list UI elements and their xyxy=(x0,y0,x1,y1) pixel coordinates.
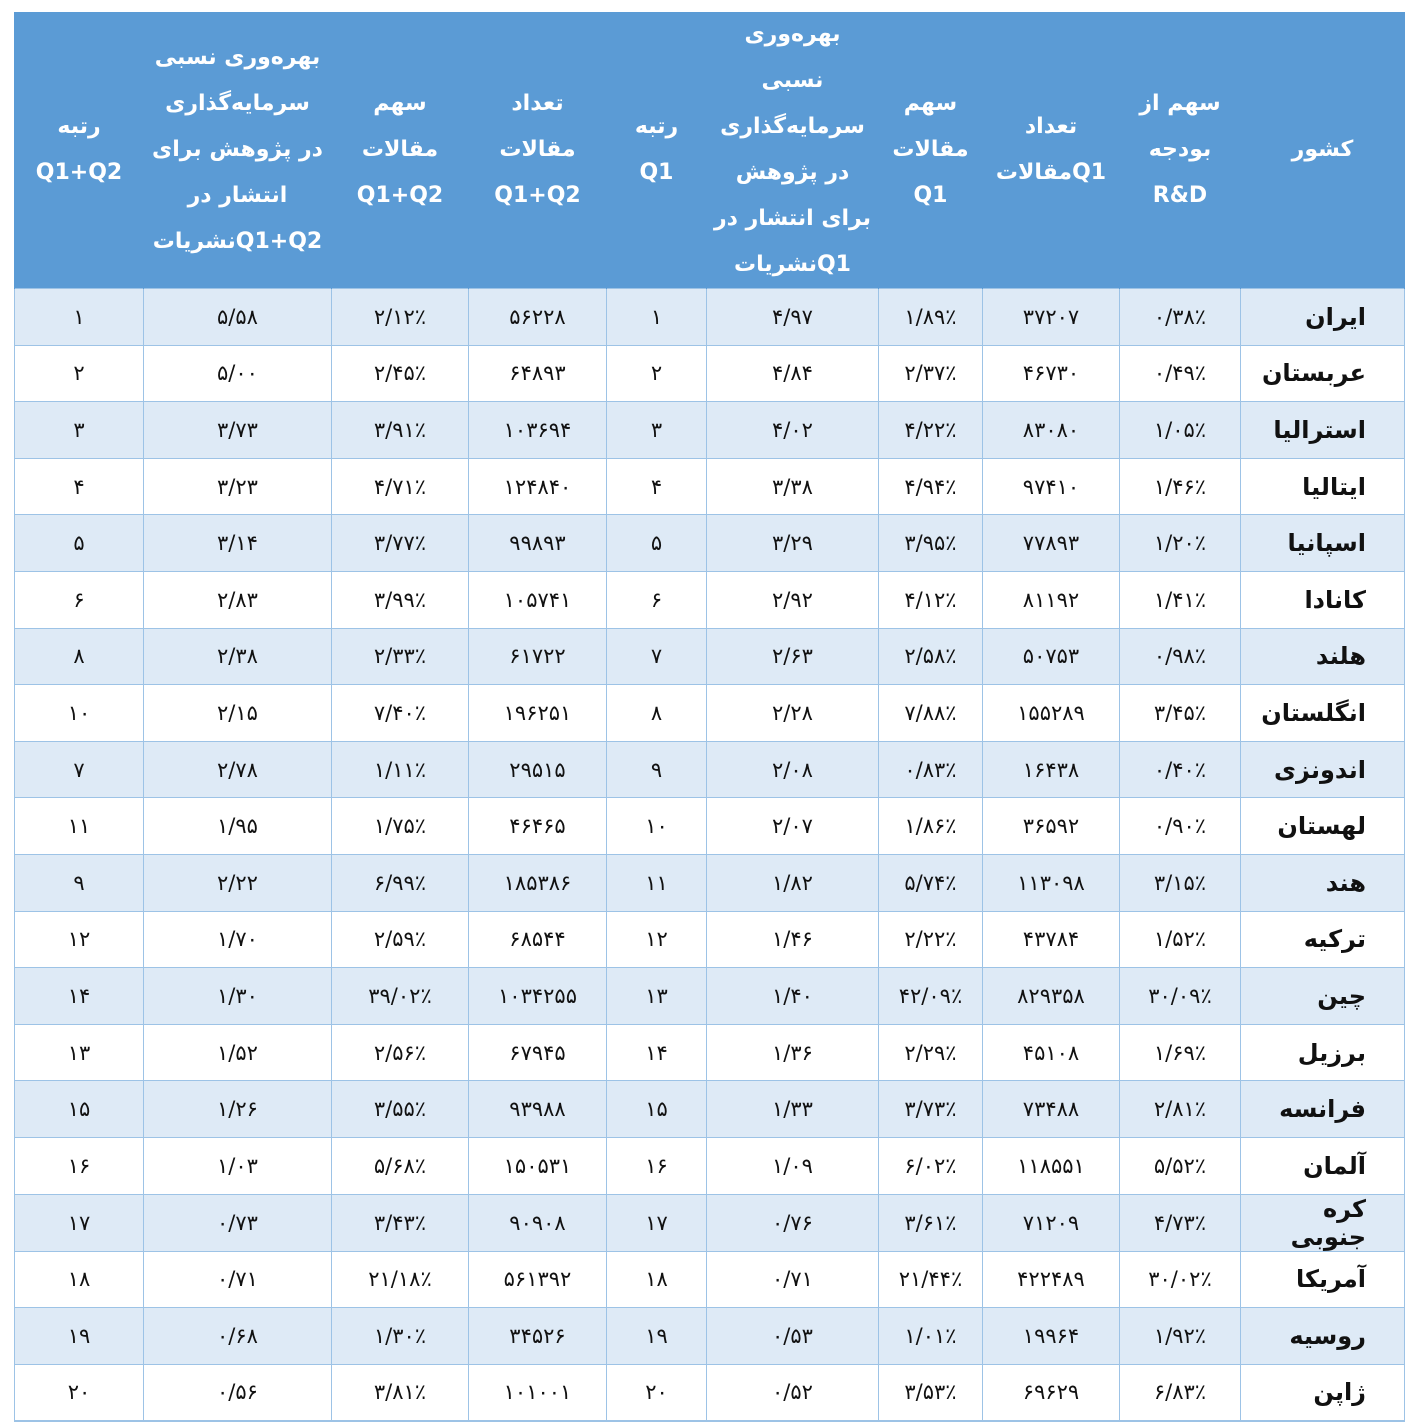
cell-country: چین xyxy=(1241,968,1405,1025)
cell-q12-productivity: ۰/۷۱ xyxy=(144,1251,332,1308)
cell-q12-productivity: ۲/۸۳ xyxy=(144,571,332,628)
cell-q12-share: ۳/۴۳٪ xyxy=(332,1194,469,1251)
cell-q1-productivity: ۰/۷۶ xyxy=(707,1194,879,1251)
cell-budget-share: ۵/۵۲٪ xyxy=(1120,1137,1241,1194)
cell-q12-share: ۲/۳۳٪ xyxy=(332,628,469,685)
cell-q1-rank: ۵ xyxy=(607,515,707,572)
table-row xyxy=(15,1308,1405,1365)
cell-q1-count: ۱۹۹۶۴ xyxy=(983,1308,1120,1365)
cell-q12-share: ۱/۳۰٪ xyxy=(332,1308,469,1365)
cell-q1-productivity: ۱/۸۲ xyxy=(707,854,879,911)
cell-country: ایران xyxy=(1241,289,1405,346)
cell-q12-share: ۵/۶۸٪ xyxy=(332,1137,469,1194)
cell-q1-productivity: ۲/۶۳ xyxy=(707,628,879,685)
cell-budget-share: ۴/۷۳٪ xyxy=(1120,1194,1241,1251)
cell-q12-count: ۵۶۲۲۸ xyxy=(469,289,607,346)
cell-q12-share: ۳/۹۱٪ xyxy=(332,402,469,459)
cell-country: هند xyxy=(1241,854,1405,911)
cell-q1-productivity: ۰/۵۲ xyxy=(707,1364,879,1421)
column-header-line: Q1+Q2 xyxy=(494,183,581,208)
cell-q1-count: ۹۷۴۱۰ xyxy=(983,458,1120,515)
cell-q12-rank: ۷ xyxy=(15,741,144,798)
cell-q1-rank: ۱۳ xyxy=(607,968,707,1025)
column-header-line: انتشار در xyxy=(187,183,288,208)
cell-country: برزیل xyxy=(1241,1024,1405,1081)
cell-budget-share: ۰/۹۰٪ xyxy=(1120,798,1241,855)
cell-q12-productivity: ۲/۱۵ xyxy=(144,685,332,742)
column-header-line: سهم xyxy=(373,91,427,116)
cell-q12-share: ۶/۹۹٪ xyxy=(332,854,469,911)
cell-q12-productivity: ۰/۶۸ xyxy=(144,1308,332,1365)
table-row xyxy=(15,1081,1405,1138)
country-research-table xyxy=(14,12,1405,1422)
column-header-line: مقالات xyxy=(361,137,439,162)
cell-country: هلند xyxy=(1241,628,1405,685)
cell-q12-share: ۳/۹۹٪ xyxy=(332,571,469,628)
cell-country: لهستان xyxy=(1241,798,1405,855)
cell-country: آمریکا xyxy=(1241,1251,1405,1308)
cell-q1-productivity: ۱/۴۶ xyxy=(707,911,879,968)
cell-q12-productivity: ۵/۰۰ xyxy=(144,345,332,402)
column-header-line: Q1 xyxy=(639,160,674,185)
cell-q12-rank: ۱۷ xyxy=(15,1194,144,1251)
cell-q12-rank: ۳ xyxy=(15,402,144,459)
cell-q12-productivity: ۲/۲۲ xyxy=(144,854,332,911)
cell-q12-share: ۷/۴۰٪ xyxy=(332,685,469,742)
cell-country: استرالیا xyxy=(1241,402,1405,459)
cell-q12-rank: ۱۳ xyxy=(15,1024,144,1081)
table-row xyxy=(15,1251,1405,1308)
cell-q1-share: ۲/۲۲٪ xyxy=(879,911,983,968)
cell-budget-share: ۱/۵۲٪ xyxy=(1120,911,1241,968)
cell-budget-share: ۳۰/۰۲٪ xyxy=(1120,1251,1241,1308)
cell-q12-count: ۶۷۹۴۵ xyxy=(469,1024,607,1081)
cell-q12-share: ۱/۷۵٪ xyxy=(332,798,469,855)
cell-q1-rank: ۱۰ xyxy=(607,798,707,855)
column-header-line: بودجه xyxy=(1148,137,1212,162)
cell-q12-count: ۱۲۴۸۴۰ xyxy=(469,458,607,515)
cell-country: انگلستان xyxy=(1241,685,1405,742)
cell-q1-share: ۷/۸۸٪ xyxy=(879,685,983,742)
column-header-line: تعداد xyxy=(511,91,564,116)
cell-budget-share: ۱/۹۲٪ xyxy=(1120,1308,1241,1365)
cell-q1-rank: ۱۲ xyxy=(607,911,707,968)
cell-budget-share: ۲/۸۱٪ xyxy=(1120,1081,1241,1138)
cell-q1-count: ۵۰۷۵۳ xyxy=(983,628,1120,685)
cell-q1-count: ۴۲۲۴۸۹ xyxy=(983,1251,1120,1308)
cell-q1-rank: ۱۹ xyxy=(607,1308,707,1365)
cell-q12-productivity: ۲/۳۸ xyxy=(144,628,332,685)
cell-q1-share: ۴/۹۴٪ xyxy=(879,458,983,515)
cell-budget-share: ۱/۲۰٪ xyxy=(1120,515,1241,572)
cell-budget-share: ۱/۶۹٪ xyxy=(1120,1024,1241,1081)
cell-country: آلمان xyxy=(1241,1137,1405,1194)
cell-q12-rank: ۲ xyxy=(15,345,144,402)
cell-q1-count: ۱۱۸۵۵۱ xyxy=(983,1137,1120,1194)
table-header xyxy=(15,12,1405,289)
cell-q12-rank: ۸ xyxy=(15,628,144,685)
cell-q1-count: ۸۳۰۸۰ xyxy=(983,402,1120,459)
cell-q12-rank: ۴ xyxy=(15,458,144,515)
cell-q1-count: ۱۶۴۳۸ xyxy=(983,741,1120,798)
column-header-line: سرمایه‌گذاری xyxy=(165,91,310,116)
cell-q1-rank: ۱۱ xyxy=(607,854,707,911)
cell-country: کانادا xyxy=(1241,571,1405,628)
cell-q12-share: ۲۱/۱۸٪ xyxy=(332,1251,469,1308)
column-header-q12-rank xyxy=(15,12,144,289)
table-row xyxy=(15,628,1405,685)
column-header-q1-share xyxy=(879,12,983,289)
cell-q1-share: ۲/۳۷٪ xyxy=(879,345,983,402)
cell-country: ژاپن xyxy=(1241,1364,1405,1421)
cell-budget-share: ۱/۰۵٪ xyxy=(1120,402,1241,459)
cell-q1-productivity: ۱/۳۳ xyxy=(707,1081,879,1138)
table-row xyxy=(15,911,1405,968)
cell-q12-rank: ۱۰ xyxy=(15,685,144,742)
column-header-q1-productivity xyxy=(707,12,879,289)
cell-budget-share: ۶/۸۳٪ xyxy=(1120,1364,1241,1421)
cell-q1-productivity: ۴/۰۲ xyxy=(707,402,879,459)
column-header-line: برای انتشار در xyxy=(713,206,872,231)
cell-q12-count: ۳۴۵۲۶ xyxy=(469,1308,607,1365)
cell-q12-share: ۳/۵۵٪ xyxy=(332,1081,469,1138)
cell-q1-share: ۴/۱۲٪ xyxy=(879,571,983,628)
table-row xyxy=(15,968,1405,1025)
cell-country: کره جنوبی xyxy=(1241,1194,1405,1251)
cell-q1-share: ۴۲/۰۹٪ xyxy=(879,968,983,1025)
cell-q12-count: ۱۸۵۳۸۶ xyxy=(469,854,607,911)
cell-q1-count: ۴۵۱۰۸ xyxy=(983,1024,1120,1081)
cell-q12-rank: ۹ xyxy=(15,854,144,911)
column-header-line: در پژوهش xyxy=(735,160,850,185)
cell-q12-share: ۲/۵۶٪ xyxy=(332,1024,469,1081)
cell-q1-share: ۶/۰۲٪ xyxy=(879,1137,983,1194)
cell-q1-count: ۴۳۷۸۴ xyxy=(983,911,1120,968)
cell-budget-share: ۰/۹۸٪ xyxy=(1120,628,1241,685)
cell-q12-productivity: ۰/۷۳ xyxy=(144,1194,332,1251)
cell-q1-rank: ۱۷ xyxy=(607,1194,707,1251)
table-row xyxy=(15,289,1405,346)
cell-q1-rank: ۷ xyxy=(607,628,707,685)
cell-q1-productivity: ۲/۰۷ xyxy=(707,798,879,855)
cell-q1-share: ۲/۵۸٪ xyxy=(879,628,983,685)
column-header-line: کشور xyxy=(1291,137,1354,162)
cell-q1-rank: ۱ xyxy=(607,289,707,346)
column-header-line: Q1 xyxy=(913,183,948,208)
cell-q1-count: ۸۱۱۹۲ xyxy=(983,571,1120,628)
table-row xyxy=(15,685,1405,742)
cell-q12-rank: ۶ xyxy=(15,571,144,628)
table-row xyxy=(15,854,1405,911)
cell-q1-share: ۳/۶۱٪ xyxy=(879,1194,983,1251)
cell-q12-count: ۱۹۶۲۵۱ xyxy=(469,685,607,742)
column-header-line: مقالات xyxy=(499,137,576,162)
cell-q12-productivity: ۳/۷۳ xyxy=(144,402,332,459)
cell-budget-share: ۱/۴۶٪ xyxy=(1120,458,1241,515)
table-body xyxy=(15,289,1405,1422)
table-row xyxy=(15,458,1405,515)
column-header-line: Q1مقالات xyxy=(995,160,1107,185)
cell-budget-share: ۰/۴۰٪ xyxy=(1120,741,1241,798)
column-header-line: رتبه xyxy=(57,114,101,139)
cell-q12-rank: ۱۹ xyxy=(15,1308,144,1365)
table-row xyxy=(15,1194,1405,1251)
cell-q1-productivity: ۳/۲۹ xyxy=(707,515,879,572)
cell-q12-productivity: ۱/۰۳ xyxy=(144,1137,332,1194)
cell-country: ایتالیا xyxy=(1241,458,1405,515)
cell-q12-rank: ۲۰ xyxy=(15,1364,144,1421)
cell-q1-count: ۸۲۹۳۵۸ xyxy=(983,968,1120,1025)
cell-q12-rank: ۱۸ xyxy=(15,1251,144,1308)
column-header-line: تعداد xyxy=(1024,114,1078,139)
cell-q1-productivity: ۱/۴۰ xyxy=(707,968,879,1025)
cell-q1-count: ۱۱۳۰۹۸ xyxy=(983,854,1120,911)
column-header-line: Q1+Q2 xyxy=(356,183,444,208)
cell-q12-productivity: ۱/۲۶ xyxy=(144,1081,332,1138)
column-header-q1-count xyxy=(983,12,1120,289)
cell-q12-share: ۲/۱۲٪ xyxy=(332,289,469,346)
cell-q12-count: ۱۰۳۶۹۴ xyxy=(469,402,607,459)
cell-country: روسیه xyxy=(1241,1308,1405,1365)
cell-q12-rank: ۱۲ xyxy=(15,911,144,968)
cell-q1-productivity: ۲/۲۸ xyxy=(707,685,879,742)
cell-q12-count: ۱۰۳۴۲۵۵ xyxy=(469,968,607,1025)
cell-budget-share: ۳/۱۵٪ xyxy=(1120,854,1241,911)
cell-q1-count: ۷۷۸۹۳ xyxy=(983,515,1120,572)
cell-q12-productivity: ۱/۷۰ xyxy=(144,911,332,968)
cell-q1-share: ۲۱/۴۴٪ xyxy=(879,1251,983,1308)
cell-country: اسپانیا xyxy=(1241,515,1405,572)
cell-q1-count: ۶۹۶۲۹ xyxy=(983,1364,1120,1421)
cell-q1-count: ۴۶۷۳۰ xyxy=(983,345,1120,402)
cell-q1-share: ۳/۷۳٪ xyxy=(879,1081,983,1138)
cell-q12-rank: ۵ xyxy=(15,515,144,572)
cell-q12-share: ۳/۷۷٪ xyxy=(332,515,469,572)
cell-q1-rank: ۱۵ xyxy=(607,1081,707,1138)
cell-q1-share: ۳/۵۳٪ xyxy=(879,1364,983,1421)
cell-q12-share: ۳۹/۰۲٪ xyxy=(332,968,469,1025)
cell-country: اندونزی xyxy=(1241,741,1405,798)
cell-q12-rank: ۱۶ xyxy=(15,1137,144,1194)
cell-q1-productivity: ۰/۵۳ xyxy=(707,1308,879,1365)
table-row xyxy=(15,402,1405,459)
cell-q1-share: ۴/۲۲٪ xyxy=(879,402,983,459)
cell-q12-productivity: ۳/۱۴ xyxy=(144,515,332,572)
cell-q1-share: ۳/۹۵٪ xyxy=(879,515,983,572)
cell-q1-share: ۱/۸۶٪ xyxy=(879,798,983,855)
column-header-line: بهره‌وری نسبی xyxy=(154,45,321,70)
cell-country: عربستان xyxy=(1241,345,1405,402)
column-header-line: سهم xyxy=(903,91,958,116)
cell-q12-count: ۶۱۷۲۲ xyxy=(469,628,607,685)
cell-q12-rank: ۱۵ xyxy=(15,1081,144,1138)
column-header-q12-productivity xyxy=(144,12,332,289)
cell-budget-share: ۰/۴۹٪ xyxy=(1120,345,1241,402)
cell-q12-count: ۶۴۸۹۳ xyxy=(469,345,607,402)
cell-q1-rank: ۱۶ xyxy=(607,1137,707,1194)
cell-q1-productivity: ۲/۰۸ xyxy=(707,741,879,798)
cell-q1-rank: ۱۸ xyxy=(607,1251,707,1308)
table-row xyxy=(15,515,1405,572)
cell-q12-productivity: ۲/۷۸ xyxy=(144,741,332,798)
cell-q1-rank: ۲۰ xyxy=(607,1364,707,1421)
cell-q1-rank: ۴ xyxy=(607,458,707,515)
column-header-line: Q1نشریات xyxy=(734,252,851,277)
cell-q1-productivity: ۱/۳۶ xyxy=(707,1024,879,1081)
cell-q1-count: ۷۳۴۸۸ xyxy=(983,1081,1120,1138)
cell-q1-share: ۱/۰۱٪ xyxy=(879,1308,983,1365)
cell-budget-share: ۱/۴۱٪ xyxy=(1120,571,1241,628)
cell-q1-share: ۵/۷۴٪ xyxy=(879,854,983,911)
cell-q1-count: ۳۶۵۹۲ xyxy=(983,798,1120,855)
cell-q1-share: ۱/۸۹٪ xyxy=(879,289,983,346)
cell-q12-count: ۱۰۵۷۴۱ xyxy=(469,571,607,628)
cell-q12-count: ۹۰۹۰۸ xyxy=(469,1194,607,1251)
cell-budget-share: ۳/۴۵٪ xyxy=(1120,685,1241,742)
cell-country: فرانسه xyxy=(1241,1081,1405,1138)
cell-q12-count: ۴۶۴۶۵ xyxy=(469,798,607,855)
cell-q12-productivity: ۵/۵۸ xyxy=(144,289,332,346)
column-header-line: بهره‌وری نسبی xyxy=(744,22,841,93)
cell-q1-share: ۰/۸۳٪ xyxy=(879,741,983,798)
cell-q12-count: ۲۹۵۱۵ xyxy=(469,741,607,798)
cell-q12-rank: ۱ xyxy=(15,289,144,346)
cell-q1-count: ۱۵۵۲۸۹ xyxy=(983,685,1120,742)
cell-q12-productivity: ۰/۵۶ xyxy=(144,1364,332,1421)
cell-budget-share: ۳۰/۰۹٪ xyxy=(1120,968,1241,1025)
column-header-line: Q1+Q2 xyxy=(35,160,123,185)
cell-q12-count: ۱۰۱۰۰۱ xyxy=(469,1364,607,1421)
cell-q1-rank: ۱۴ xyxy=(607,1024,707,1081)
column-header-line: R&D xyxy=(1152,183,1208,208)
cell-q12-productivity: ۱/۵۲ xyxy=(144,1024,332,1081)
table-row xyxy=(15,1137,1405,1194)
cell-q1-productivity: ۱/۰۹ xyxy=(707,1137,879,1194)
table-row xyxy=(15,1024,1405,1081)
column-header-line: مقالات xyxy=(892,137,969,162)
cell-q1-productivity: ۴/۹۷ xyxy=(707,289,879,346)
column-header-line: در پژوهش برای xyxy=(152,137,323,162)
cell-q1-productivity: ۳/۳۸ xyxy=(707,458,879,515)
cell-q12-count: ۱۵۰۵۳۱ xyxy=(469,1137,607,1194)
cell-q12-count: ۶۸۵۴۴ xyxy=(469,911,607,968)
cell-q12-count: ۹۳۹۸۸ xyxy=(469,1081,607,1138)
cell-q12-rank: ۱۱ xyxy=(15,798,144,855)
cell-q12-share: ۳/۸۱٪ xyxy=(332,1364,469,1421)
cell-budget-share: ۰/۳۸٪ xyxy=(1120,289,1241,346)
cell-q1-productivity: ۲/۹۲ xyxy=(707,571,879,628)
cell-q12-count: ۹۹۸۹۳ xyxy=(469,515,607,572)
cell-q1-productivity: ۰/۷۱ xyxy=(707,1251,879,1308)
cell-country: ترکیه xyxy=(1241,911,1405,968)
column-header-line: رتبه xyxy=(634,114,679,139)
column-header-budget-share xyxy=(1120,12,1241,289)
column-header-line: سرمایه‌گذاری xyxy=(720,114,865,139)
cell-q12-share: ۲/۵۹٪ xyxy=(332,911,469,968)
column-header-country xyxy=(1241,12,1405,289)
table-row xyxy=(15,798,1405,855)
cell-q1-rank: ۸ xyxy=(607,685,707,742)
cell-q1-rank: ۲ xyxy=(607,345,707,402)
table-row xyxy=(15,571,1405,628)
column-header-q12-share xyxy=(332,12,469,289)
column-header-line: سهم از xyxy=(1139,91,1221,116)
cell-q1-rank: ۹ xyxy=(607,741,707,798)
cell-q12-productivity: ۱/۳۰ xyxy=(144,968,332,1025)
table-row xyxy=(15,1364,1405,1421)
cell-q12-productivity: ۳/۲۳ xyxy=(144,458,332,515)
cell-q12-share: ۱/۱۱٪ xyxy=(332,741,469,798)
cell-q12-count: ۵۶۱۳۹۲ xyxy=(469,1251,607,1308)
column-header-q1-rank xyxy=(607,12,707,289)
cell-q12-share: ۲/۴۵٪ xyxy=(332,345,469,402)
column-header-q12-count xyxy=(469,12,607,289)
cell-q12-share: ۴/۷۱٪ xyxy=(332,458,469,515)
cell-q12-rank: ۱۴ xyxy=(15,968,144,1025)
cell-q1-share: ۲/۲۹٪ xyxy=(879,1024,983,1081)
cell-q1-productivity: ۴/۸۴ xyxy=(707,345,879,402)
table-row xyxy=(15,741,1405,798)
column-header-line: Q1+Q2نشریات xyxy=(152,229,323,254)
header-row xyxy=(15,12,1405,289)
table-row xyxy=(15,345,1405,402)
cell-q1-count: ۳۷۲۰۷ xyxy=(983,289,1120,346)
table-container xyxy=(14,12,1404,1422)
cell-q1-rank: ۶ xyxy=(607,571,707,628)
cell-q1-count: ۷۱۲۰۹ xyxy=(983,1194,1120,1251)
cell-q12-productivity: ۱/۹۵ xyxy=(144,798,332,855)
cell-q1-rank: ۳ xyxy=(607,402,707,459)
